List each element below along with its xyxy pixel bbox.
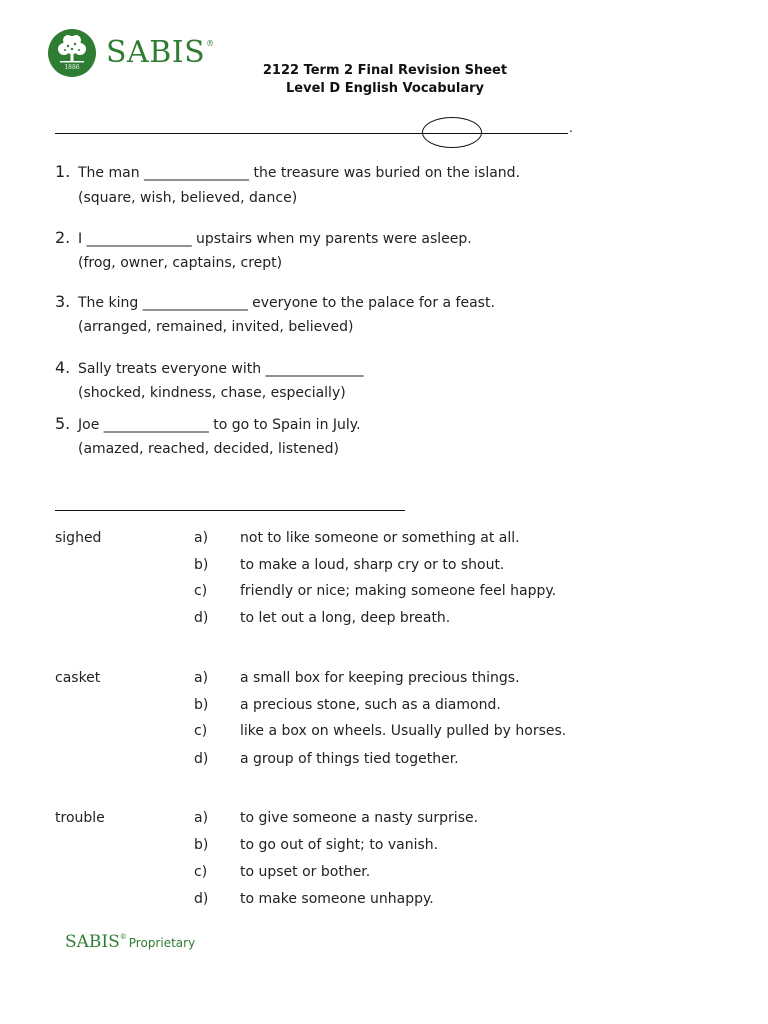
choice-letter: d) bbox=[194, 751, 209, 767]
question-5-options: (amazed, reached, decided, listened) bbox=[78, 441, 340, 457]
choice-letter: c) bbox=[194, 864, 208, 880]
choice-definition: to go out of sight; to vanish. bbox=[240, 837, 439, 853]
vocab-word: trouble bbox=[55, 810, 105, 826]
choice-definition: a small box for keeping precious things. bbox=[240, 670, 520, 686]
footer-proprietary-label: Proprietary bbox=[128, 936, 196, 950]
choice-letter: a) bbox=[194, 670, 209, 686]
choice-definition: like a box on wheels. Usually pulled by horses. bbox=[240, 723, 567, 739]
question-number: 2. bbox=[55, 228, 71, 247]
question-text: The man _______________ the treasure was buried on the island. bbox=[78, 165, 521, 181]
question-3-options: (arranged, remained, invited, believed) bbox=[78, 319, 354, 335]
section-1-heading-line bbox=[55, 133, 568, 134]
footer-logo bbox=[65, 932, 195, 952]
question-number: 5. bbox=[55, 414, 71, 433]
choice-letter: a) bbox=[194, 810, 209, 826]
choice-definition: a group of things tied together. bbox=[240, 751, 459, 767]
question-4 bbox=[55, 358, 364, 377]
choice-letter: d) bbox=[194, 891, 209, 907]
question-text: The king _______________ everyone to the palace for a feast. bbox=[78, 295, 495, 311]
question-number: 3. bbox=[55, 292, 71, 311]
choice-definition: to upset or bother. bbox=[240, 864, 371, 880]
brand-name: SABIS bbox=[106, 35, 206, 70]
question-1 bbox=[55, 162, 520, 181]
question-3 bbox=[55, 292, 495, 311]
registered-mark: ® bbox=[206, 39, 215, 48]
choice-definition: not to like someone or something at all. bbox=[240, 530, 520, 546]
question-text: I _______________ upstairs when my parents were asleep. bbox=[78, 231, 472, 247]
sabis-logo bbox=[48, 29, 215, 77]
logo-year: 1886 bbox=[64, 64, 80, 71]
vocab-word: casket bbox=[55, 670, 101, 686]
question-2-options: (frog, owner, captains, crept) bbox=[78, 255, 283, 271]
footer-brand: SABIS bbox=[65, 932, 120, 952]
choice-definition: to make someone unhappy. bbox=[240, 891, 434, 907]
section-1-oval bbox=[422, 117, 482, 148]
choice-letter: c) bbox=[194, 723, 208, 739]
question-number: 4. bbox=[55, 358, 71, 377]
vocab-word: sighed bbox=[55, 530, 102, 546]
question-4-options: (shocked, kindness, chase, especially) bbox=[78, 385, 346, 401]
choice-letter: d) bbox=[194, 610, 209, 626]
question-1-options: (square, wish, believed, dance) bbox=[78, 190, 298, 206]
choice-letter: a) bbox=[194, 530, 209, 546]
document-subtitle: Level D English Vocabulary bbox=[286, 81, 484, 96]
document-title: 2122 Term 2 Final Revision Sheet bbox=[262, 63, 508, 78]
question-5 bbox=[55, 414, 361, 433]
choice-definition: to make a loud, sharp cry or to shout. bbox=[240, 557, 505, 573]
choice-definition: friendly or nice; making someone feel happy. bbox=[240, 583, 557, 599]
choice-definition: a precious stone, such as a diamond. bbox=[240, 697, 501, 713]
logo-wordmark bbox=[106, 35, 215, 70]
tree-icon bbox=[48, 29, 96, 77]
choice-letter: b) bbox=[194, 697, 209, 713]
question-text: Sally treats everyone with ______________ bbox=[78, 361, 364, 377]
document-header bbox=[230, 62, 540, 98]
section-2-heading-line bbox=[55, 510, 405, 511]
choice-letter: c) bbox=[194, 583, 208, 599]
question-2 bbox=[55, 228, 472, 247]
section-1-end-mark: . bbox=[569, 121, 573, 135]
choice-letter: b) bbox=[194, 557, 209, 573]
choice-definition: to give someone a nasty surprise. bbox=[240, 810, 479, 826]
choice-definition: to let out a long, deep breath. bbox=[240, 610, 451, 626]
footer-registered-mark: ® bbox=[119, 933, 127, 941]
question-text: Joe _______________ to go to Spain in July. bbox=[78, 417, 361, 433]
question-number: 1. bbox=[55, 162, 71, 181]
choice-letter: b) bbox=[194, 837, 209, 853]
